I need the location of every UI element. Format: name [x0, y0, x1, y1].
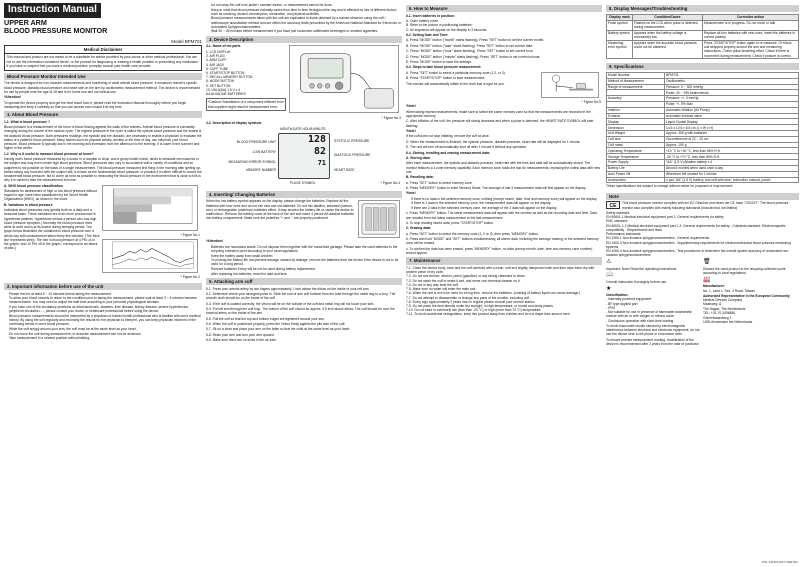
list-item: • Blood pressure measurements taken with the unit are equivalent to those obtained by a trained observer using the cuff / stethoscope auscultation method and are within the accuracy limits prescribed by the American National Standard for Electronic or Automated Sphygmomanometers. — [211, 16, 402, 29]
step-6-1-title: 6-1. Insert batteries in position: — [406, 13, 455, 18]
table-cell: +10 °C to +40 °C, less than 85% R.H. — [665, 148, 799, 154]
table-cell: Oscillometric — [665, 78, 799, 84]
important-list — [4, 292, 202, 341]
symbol-text: - Continuous operation with short-time loading — [606, 318, 674, 323]
table-header-cell: Condition/Cause — [633, 14, 703, 20]
part-item: 5. CUFF TUBE — [206, 66, 229, 71]
table-cell: Dimension — [607, 125, 665, 131]
table-cell: Battery symbol — [607, 30, 633, 40]
table-cell: Auto Power Off — [607, 171, 665, 177]
figure-5-caption: * Figure No.5 — [581, 100, 601, 105]
classification-icon: ★ — [606, 285, 612, 292]
note-1-text: When taking repeat measurements, make sure to select the same memory zone so that the measurements are recorded in the appropriate memory. — [406, 109, 591, 118]
about-q4: B. Variations in blood pressure — [4, 202, 53, 207]
lcd-systolic-value: 128 — [307, 133, 326, 145]
table-cell: -20 °C to +70 °C, less than 85% R.H. — [665, 154, 799, 160]
symbol-text: Manufacturer: — [703, 284, 725, 289]
table-cell: Display — [607, 119, 665, 125]
about-p2: Having one's blood pressure measured by a doctor in a hospital or clinic, and a group health check, tends to stimulate nervousness in the subject and may even create high blood pressure. Blood pressures also vary in accordance with a variety of conditions and so judgment is not possible on the basis of a single measurement. The blood pressure measured first thing in the morning after getting up, before taking any food and with the subject still, is known as the fundamental blood pressure. In practice it is rather difficult to record the fundamental blood pressure, but to come as near as possible to measuring the blood pressure in the environment that is close to this is why it is useful to take the measurement at home. — [4, 157, 202, 183]
table-cell: Measuring error symbol — [607, 40, 633, 58]
how-to-heading: 6. How to Measure — [406, 5, 602, 12]
standard-line: Performance standards: — [606, 232, 642, 237]
who-classification-figure — [102, 185, 198, 231]
factory-icon: 🏭 — [703, 276, 711, 283]
part-item: 6. START/STOP BUTTON — [206, 70, 245, 75]
attention-title: *Attention! — [4, 95, 21, 100]
lcd-label-systolic: SYSTOLIC PRESSURE — [334, 138, 370, 143]
cuff-step: 5-3. If the cuff is located correctly, the Velcro will be on the outside of the cuff and metal ring will not touch your skin. — [206, 301, 375, 306]
table-cell: Whenever left unused for 1 minute — [665, 171, 799, 177]
device-description-heading: 3. Device Description — [206, 36, 402, 43]
cuff-step: 5-6. When the cuff is positioned properly, press the Velcro firmly against the pile side of the cuff. — [206, 322, 346, 327]
step-item: a. Press "SET" button to select memory zone. — [406, 180, 473, 185]
document-footer: P/N: 3211071247 VER:001 — [762, 560, 798, 565]
device-parts-figure — [289, 45, 399, 113]
symbol-text: - IPX0 — [606, 305, 616, 310]
list-item: • Take measurement in a relaxed position without talking. — [9, 336, 202, 340]
lcd-diastolic-value: 82 — [313, 146, 326, 158]
lcd-label-error: MEASURING ERROR SYMBOL — [228, 159, 276, 164]
lcd-label-pulse: PULSE SYMBOL — [290, 180, 316, 185]
important-heading: 2. Important information before use of the unit — [4, 283, 202, 290]
table-cell: Pulse symbol — [607, 20, 633, 30]
cuff-step: 5-8. Relax your arm and turn your arm upward. — [206, 332, 275, 337]
battery-text: When the low battery symbol appears on the display, please change the batteries. Replace all the batteries with new ones and do not mix new and old batteries. Do not mix alkaline, standard (carbon-zinc) or rechargeable (cadmium) batteries either. It may shorten the battery life or cause the device to malfunction. Remove the battery cover at the back of the unit and insert 4 pieces AA alkaline batteries into battery compartment. Make sure the polarities '+' and '-' are properly positioned. — [206, 199, 355, 221]
symbol-text: Consult instruction thoroughly before use. — [606, 280, 667, 285]
part-item: 7. RECALL MEMORY BUTTON — [206, 75, 253, 80]
list-item: • After replacing the batteries, reset the date and time. — [211, 272, 402, 276]
symbol-text: - Internally powered equipment — [606, 297, 652, 302]
cuff-step: 5-5. Pull the cuff so that the top and bottom edges are tightened around your arm. — [206, 316, 326, 321]
part-item: 1. LCD DISPLAY — [206, 49, 231, 54]
table-cell: Accessories — [607, 177, 665, 183]
maint-item: 7-2. Do not use thinner, alcohol, petrol (gasoline) or any strong cleansers to clean. — [406, 274, 526, 279]
list-item: • Batteries are hazardous waste. Do not dispose them together with the household garbage. Please take the used batteries to the recycling collection point according to your local regulations. — [211, 245, 402, 253]
table-cell: Accuracy — [607, 96, 665, 102]
step-6-4-title: 6-4. Storing, recalling and erasing measurement data: — [406, 150, 491, 155]
step-item: a. Press "SET" button to select the memory zone (1, 2 or 3), then press "MEMORY" button. — [406, 231, 539, 236]
table-cell: BPM701 — [665, 72, 799, 78]
list-item: • If there is 1 data in the selected memory zone, the measurement data will appear on the display. — [411, 201, 602, 205]
table-cell: Power Supply — [607, 160, 665, 166]
product-title-line-2: BLOOD PRESSURE MONITOR — [4, 25, 108, 35]
symbols-grid — [606, 259, 799, 347]
table-cell: Replace all four batteries with new ones. Insert the batteries in correct polarity. — [703, 30, 799, 40]
lcd-heart-rate-value: 71 — [317, 159, 326, 168]
battery-heading: 4. Inserting/ Changing Batteries — [206, 191, 402, 198]
specifications-table — [606, 72, 799, 183]
lcd-screen — [278, 133, 330, 179]
list-item: • While the cuff snugly around your arm, the cuff must be at the same level as your heart. — [9, 327, 202, 331]
step-item: B. Refer to the picture in positioning batteries. — [406, 23, 473, 28]
column-3 — [406, 3, 602, 563]
troubleshooting-table — [606, 14, 799, 59]
cuff-step: 5-4. Put left arm through the cuff loop. The bottom of the cuff should be approx. 0.5 inch above elbow. The cuff should be over the brachial artery on the inside of the arm. — [206, 307, 395, 316]
list-item: • If you have one of the circulatory problems as arteriosclerosis, diabetes, liver disease, kidney disease, severe hypertension, peripheral circulation....., please consult your doctor or healthcare professional before using the device. — [9, 305, 202, 313]
step-item: c. Press "MEMORY" button. The latest measurement data will appear with the number as well as the recording date and time. Data are recalled from the latest measurement to the last measurement. — [406, 211, 597, 220]
table-header-cell: Corrective action — [703, 14, 799, 20]
standard-line: EN 1060-3 Non-invasive sphygmomanometers - Supplementary requirements for electromechanical blood pressure measuring systems — [606, 240, 791, 249]
table-cell: Pressure: +/- 3 mmHg — [665, 96, 799, 102]
note-2-title: *Note! — [406, 128, 416, 133]
erasing-title: C. Erasing data: — [406, 226, 432, 231]
step-item: A. Press "MODE" button ("month" starts flashing). Press "SET" button to set the current month. — [406, 38, 545, 43]
table-cell: Pulse: 40 ~ 199 beats/minute — [665, 90, 799, 96]
table-cell: Range of measurement — [607, 84, 665, 90]
cuff-heading: 5. Attaching arm cuff — [206, 278, 402, 285]
standard-line: EN 60601-1-2 Medical electrical equipment part 1-2: General requirements for safety - Collateral standard: Electromagnetic compatibility - Requirements and tests — [606, 223, 786, 232]
symbol-text: To ensure precise measurement reading, recalibration of the device is recommended after 2 years from the date of purchase. — [606, 337, 700, 346]
part-item: 10. UM-4(AA) 1.5 V x 4 — [206, 87, 241, 92]
cuff-step: 5-9. Make sure there are no kinks in the air tube. — [206, 338, 277, 343]
symbol-text: Authorized Representative in the European Community — [703, 293, 790, 298]
symbol-text: Medical Devices Company — [703, 298, 743, 303]
step-item: C. Press "MODE" button ("hour" starts flashing). Press "SET" button to set current hour. — [406, 49, 534, 54]
standard-line: EN 60601-1 Medical electrical equipment part 1: General requirements for safety — [606, 215, 724, 220]
table-cell: Unit Weight — [607, 131, 665, 137]
note-2-text: If the cuff does not stop inflating, remove the cuff at once. — [406, 134, 490, 139]
disclaimer-heading: Medical Disclaimer — [4, 45, 202, 54]
symbol-text: Classification: — [606, 293, 629, 298]
symbol-text: No. 1, Lane 1, Sec. 3 Road, Taiwan — [703, 288, 755, 293]
product-title-line-1: UPPER ARM — [4, 17, 47, 27]
note-heading: Note — [606, 193, 799, 200]
table-cell: Exhaust — [607, 113, 665, 119]
table-cell: Flashes on the LCD when pulse is detected during measurement. — [633, 20, 703, 30]
maint-item: 7-4. Do not in any way twist the cuff. — [406, 282, 459, 287]
part-item: 8. MODE BUTTON — [206, 79, 234, 84]
step-item: D. Press "MODE" button ("minute" starts flashing). Press "SET" button to set current minute. — [406, 54, 541, 59]
list-item: • Do not move the unit during measurement, or accurate measurement can not be achieved. — [9, 332, 202, 336]
maint-item: 7-3. Do not wash the cuff or make it wet, and never use chemical cleaner on it. — [406, 278, 521, 283]
part-item: 2. AIR PLUG — [206, 54, 225, 59]
list-item: • If there is no data in the selected memory zone, nothing (except month, date, time and memory zone) will appear on the display. — [411, 197, 602, 201]
symbols-right — [703, 259, 797, 347]
specifications-note: These specifications are subject to change without notice for purposes of improvement. — [606, 184, 734, 189]
symbol-text: Maanweg 11 — [703, 302, 722, 307]
lcd-diagram — [206, 127, 402, 189]
model-number: Model BPM701 — [171, 38, 202, 44]
recalling-title: B. Recalling data: — [406, 175, 434, 180]
intended-use-text: The device is designed for non-invasive measurements and monitoring of adult arterial blood pressure. It measures human's systolic blood pressure, diastolic blood pressure and heart rate on the arm by oscillometric measurement method. The device is recommended for use by people over the age of 18 and is for home use and not clinical use. — [4, 81, 201, 94]
ce-text: This blood pressure monitor complies with the EC Directive and bears the CE mark "CE0197". The blood pressure monitor also complies with mainly following standards (included but not limited): — [622, 201, 789, 210]
list-item: • Do not wrap the cuff over jacket / sweater sleeve, or measurement cannot be done. — [211, 3, 402, 7]
maint-item: 7-6. When the unit is not to be used for a long time, remove the batteries. (Leaking of battery liquid can cause damage.) — [406, 291, 581, 296]
caution-note: *Caution! Substitution of a component different from that supplied might result in measurement error. — [206, 98, 286, 110]
standard-line: Safety standard: — [606, 210, 631, 215]
list-item: • To prolong the battery life and prevent damage caused by leakage, remove the batteries from the device if the device is not to be used for a long period. — [211, 258, 402, 266]
part-item: 4. AIR JACK — [206, 62, 225, 67]
table-cell: Liquid Crystal Display — [665, 119, 799, 125]
step-item: b. Press and hold "MODE" and "SET" buttons simultaneously, all stored data, including the average reading, in the selected memory zone will be erased. — [406, 237, 599, 246]
list-item: • If there are 2 data in the selected memory zone, the average of the 2 data will appear on the display. — [411, 206, 602, 210]
step-item: C. All segments will appear on the display in 3 seconds. — [406, 27, 488, 32]
warning-icon: ⚠ — [606, 259, 612, 266]
step-item: C. After inflation of the cuff, the pressure will slowly decrease and when a pulse is detected, the HEART RATE SYMBOL will start flashing. — [406, 119, 594, 128]
column-1 — [4, 3, 202, 563]
symbols-left — [606, 259, 700, 347]
table-cell: About 6 months when used once a day — [665, 165, 799, 171]
lcd-label-low-battery: LOW BATTERY — [252, 149, 276, 154]
about-heading: 1. About Blood Pressure — [4, 111, 202, 118]
table-cell: Cuff mass — [607, 142, 665, 148]
lcd-label-diastolic: DIASTOLIC PRESSURE — [334, 152, 371, 157]
step-item: b. Press "MEMORY" button to enter Memory Mode. The average of last 3 measurement data will first appear on the display. — [406, 186, 587, 191]
table-cell: Circumference of 22 ~ 32 cm — [665, 136, 799, 142]
list-item: • Keep in mind that blood pressure naturally varies from time to time throughout the day and is affected by lots of different factors such as smoking, alcohol consumption, medication, and physical activities. — [211, 8, 402, 16]
step-item: A. Open battery cover. — [406, 19, 439, 24]
list-item: • Blood pressure measurements should be interpreted by a physician or trained health professional who is familiar with one's medical history. By using the unit regularly and recording the results for the physician to interpret, you can keep physician informed of the continuing trends in one's blood pressure. — [9, 314, 202, 327]
book-icon: 📖 — [606, 272, 614, 279]
storing-text: After each measurement, the systolic and diastolic pressure, heart rate with the time and date will be automatically stored. The monitor features a 3 zone memory capability. Each memory zone holds the last 60 measurements, replacing the oldest data with new one. — [406, 161, 601, 174]
step-item: B. Press "START/STOP" button to start measurement. — [406, 76, 486, 81]
maint-item: 7-11. To avoid accidental strangulation, keep this product away from children and do not drape tube around neck. — [406, 312, 571, 317]
figure-3-caption: * Figure No.3 — [381, 115, 401, 120]
cuff-step: 5-1. Press your arterial artery by two fingers approximately 1 inch above the elbow on the inside of your left arm. — [206, 286, 370, 291]
table-row — [607, 40, 799, 58]
maint-item: 7-7. Do not attempt to disassemble or change any parts of the monitor, including cuff. — [406, 295, 531, 300]
maint-item: 7-1. Clean the device body, case and the cuff carefully with a clean, soft and slightly dampened cloth and then wipe them dry with another piece of dry cloth. — [406, 266, 595, 275]
maint-item: 7-9. Do not place the item directly under the sunlight, in high temperature, or humid and dusty places. — [406, 303, 554, 308]
figure-4-caption: * Figure No.4 — [380, 180, 400, 185]
column-2 — [206, 3, 402, 563]
part-item: 3. ARM CUFF — [206, 58, 227, 63]
table-cell: Automatic exhaust valve — [665, 113, 799, 119]
step-6-3-title: 6-3. Steps to take blood pressure measurement: — [406, 65, 482, 70]
figure-1-caption: * Figure No.1 — [180, 232, 200, 237]
table-cell: Operating Temperature — [607, 148, 665, 154]
table-cell: Approx. 150 g — [665, 142, 799, 148]
lcd-description-title: 3-2. Description of display symbols — [206, 121, 262, 126]
table-cell: Appears when the accurate blood pressure could not be obtained. — [633, 40, 703, 58]
table-cell: Automatic inflation (Air Pump) — [665, 107, 799, 113]
step-item: B. Press "MODE" button ("date" starts flashing). Press "SET" button to set current date. — [406, 43, 534, 48]
table-cell: Storage Temperature — [607, 154, 665, 160]
lcd-label-memory: MEMORY NUMBER — [246, 167, 276, 172]
step-item: D. When the measurement is finished, the systolic pressure, diastolic pressure, heart rate will be displayed for 1 minute. — [406, 139, 581, 144]
about-p3: Standards for assessment of high or low blood pressure without regard to age, have been established by the World Health Organization (WHO), as shown in the chart. — [4, 189, 97, 202]
table-header-cell: Display mark — [607, 14, 633, 20]
symbol-text: - Not suitable for use in presence of flammable anaesthetic mixture with air or with oxygen or nitrous oxide. — [606, 310, 692, 319]
symbol-text: Geheelwaardweg 1 — [703, 316, 732, 321]
maint-item: 7-5. Make sure no water will enter the main unit. — [406, 287, 477, 292]
table-cell: Battery Life — [607, 165, 665, 171]
manual-title: Instruction Manual — [4, 3, 101, 18]
symbol-text: Discard the used product to the recycling collection point according to local regulations. — [703, 267, 786, 276]
table-cell: 14.5 x 10.6 x 6.5 cm (L x W x H) — [665, 125, 799, 131]
list-item: • Please rest for at least 5 ~ 10 minutes before taking the measurement. — [9, 292, 202, 296]
column-4 — [606, 3, 799, 563]
part-item: AA ALKALINE BATTERIES — [206, 92, 246, 97]
table-cell: "AA" (1.5 V) Alkaline battery x 4 — [665, 160, 799, 166]
table-cell: Measurement is in progress. Do not move or talk. — [703, 20, 799, 30]
disclaimer-text: This manual and product are not meant to be a substitute for advice provided by your doctor or other medical professional. You are not to use the information contained herein, or the product for diagnosing or treating a health problem or prescribing any medication. If you have or suspect that you have a medical problem, promptly consult your health care provider. — [4, 54, 202, 71]
note-3-list — [406, 197, 602, 210]
table-row — [607, 30, 799, 40]
lcd-label-time: MONTH:DATE HOUR:MINUTE — [280, 126, 326, 131]
table-cell: Press "START/STOP" button again to re-measure. Or check cuff wrapped properly around the arm and measuring instructions. Check pulse breathing effort. Check if there is movement during measurement. Check if posture is correct. — [703, 40, 799, 58]
cuff-step: 5-2. Determine where your strongest pulse is. Slide the end of arm cuff furthest from the tube through the metal ring to a loop. The smooth cloth should be on the inside of the cuff. — [206, 291, 396, 301]
table-cell: Appears when the battery voltage is excessively low. — [633, 30, 703, 40]
standard-line: EMC standard: — [606, 219, 628, 224]
list-item: • Remove batteries if they will be not be used during battery replacement. — [211, 267, 402, 271]
troubleshooting-heading: 8. Display Messages/Troubleshooting — [606, 5, 799, 12]
step-item: The monitor will automatically inflate to the level that is right for you. — [406, 81, 505, 86]
table-cell: 4 pcs "AA" (1.5 V) battery, arm cuff with tube, Instruction manual, pouch — [665, 177, 799, 183]
battery-compartment-figure — [358, 200, 400, 238]
lcd-label-heart-rate: HEART RATE — [334, 167, 355, 172]
parts-title: 3-1. Name of the parts — [206, 44, 241, 49]
measuring-posture-figure — [541, 72, 599, 98]
cuff-step: 5-7. Sit on a chair and place your arm on the table so that the cuffs at the same level as your heart. — [206, 327, 351, 332]
table-cell: Inflation — [607, 107, 665, 113]
table-cell: Pressure: 0 ~ 300 mmHg — [665, 84, 799, 90]
lcd-label-bp-unit: BLOOD PRESSURE UNIT — [236, 139, 276, 144]
step-item: E. The unit will turn off automatically shut off after 1 minute if without any operation. — [406, 145, 528, 150]
daily-variation-figure — [102, 239, 198, 273]
list-item: • Wait 30 ~ 45 minutes before measurement if you have just consumed caffeinated beverages or smoked cigarettes. — [211, 29, 402, 33]
symbol-text: The Hague, The Netherlands — [703, 306, 746, 311]
symbol-text: TEL: +31-70-3456850 — [703, 310, 736, 315]
table-cell: Model Number — [607, 72, 665, 78]
standard-line: EN 1060-4 Non-invasive sphygmomanometers - Test procedures to determine the overall system accuracy of automated non-invasive sphygmomanometers — [606, 248, 790, 258]
list-item: • To allow your blood vessels to return to the condition prior to taking the measurement, please wait at least 3 ~ 5 minutes between measurements. You may need to adjust the wait time according to your personal physiological situation. — [9, 296, 202, 304]
about-q3: A. WHO blood pressure classification — [4, 183, 63, 188]
about-p4: Individual blood pressures vary greatly both on a daily and a seasonal basis. These variations are even more pronounced in hypertense patients. Hypertense means a person who has high blood pressure symptom.) Normally the blood pressure rises while at work and is at its lowest during sleeping period. The graph below illustrated the variations in blood pressure over a whole day with measurement taken every five minutes. (The thick line represents sleep. The rise in blood pressure at 4 PM =A in the graph= and 12 PM =B in the graph= correspond to an attack of pain.) — [4, 208, 100, 251]
ce-mark-icon: CE — [606, 201, 620, 209]
step-item: d. To stop reading stored data, press "START/STOP" button. — [406, 220, 495, 225]
precautions-list — [206, 3, 402, 34]
figure-2-caption: * Figure No.2 — [180, 275, 200, 280]
table-cell: Method of Measurement — [607, 78, 665, 84]
symbol-text: To avoid inaccurate results caused by electromagnetic interference between electrical and electronic equipment, do not use the device near a cell phone or microwave oven. — [606, 323, 700, 337]
symbol-text: - BF type applied part — [606, 301, 638, 306]
specifications-heading: 9. Specifications — [606, 63, 799, 70]
about-p1: Blood pressure is a measurement of the force of blood flowing against the walls of the arteries. Arterial blood pressure is constantly changing during the course of the cardiac cycle. The highest pressure in the cycle is called the systolic blood pressure and the lowest is the diastolic blood pressure. Both pressures readings, the systolic and the diastolic, are necessary to enable a physician to evaluate the status of a patient's blood pressure. Many factors such as physical activity, anxiety or the time of day, can influence your blood pressure. Blood pressure is typically low in the morning and increases from the afternoon to the evening. It is lower in the summer and higher in the winter. — [4, 125, 202, 151]
battery-attention-list — [206, 245, 402, 276]
step-6-2-title: 6-2. Setting Date and Time: — [406, 33, 449, 38]
table-cell: Cuff size — [607, 136, 665, 142]
storing-title: A. Storing data: — [406, 156, 431, 160]
maint-item: 7-10. Do not store in extremely low (less than -20 °C) or high (more than 70 °C) temperature. — [406, 308, 542, 313]
symbol-text: 1090 Amsterdam the Netherlands — [703, 320, 753, 325]
note-3-title: *Note! — [406, 191, 416, 196]
intended-use-heading: Blood Pressure Monitor Intended Use — [4, 73, 202, 80]
table-row — [607, 20, 799, 30]
attention-text: To operate the device properly and get the best result from it, please read the Instruction Manual thoroughly before you begin measuring and keep it carefully so that you can access and consult it at any time. — [4, 100, 187, 109]
about-q1: 1-1. What is blood pressure ? — [4, 119, 50, 124]
battery-attention-title: *Attention! — [206, 239, 223, 244]
step-item: E. Press "MODE" button to save the settings. — [406, 60, 472, 65]
table-row — [607, 177, 799, 183]
standard-line: EN 1060-1 Non-invasive sphygmomanometers - General requirements — [606, 236, 710, 241]
about-q2: 1-2. Why is it useful to measure blood pressure at home? — [4, 151, 94, 156]
recycle-bin-icon: 🗑 — [703, 259, 711, 266]
list-item: • Keep the battery away from small children. — [211, 254, 402, 258]
step-item: A. Press "SET" button to select a particular memory zone (1,2, or 3). — [406, 70, 506, 75]
step-item: c. To confirm the data has been erased, press "MEMORY" button, no data (except month, date, time and memory zone number) should appear. — [406, 246, 593, 255]
part-item: 9. SET BUTTON — [206, 83, 231, 88]
maint-item: 7-8. Every sign approximately 2 years has no regular please consult your service station. — [406, 299, 536, 304]
note-1-title: *Note! — [406, 104, 416, 109]
maintenance-heading: 7. Maintenance — [406, 257, 602, 264]
table-cell: Approx. 365 g with batteries — [665, 131, 799, 137]
table-cell: Pulse: +/- 5% Max — [665, 101, 799, 107]
symbol-text: Important: Note! Read the operating instructions. — [606, 267, 678, 272]
